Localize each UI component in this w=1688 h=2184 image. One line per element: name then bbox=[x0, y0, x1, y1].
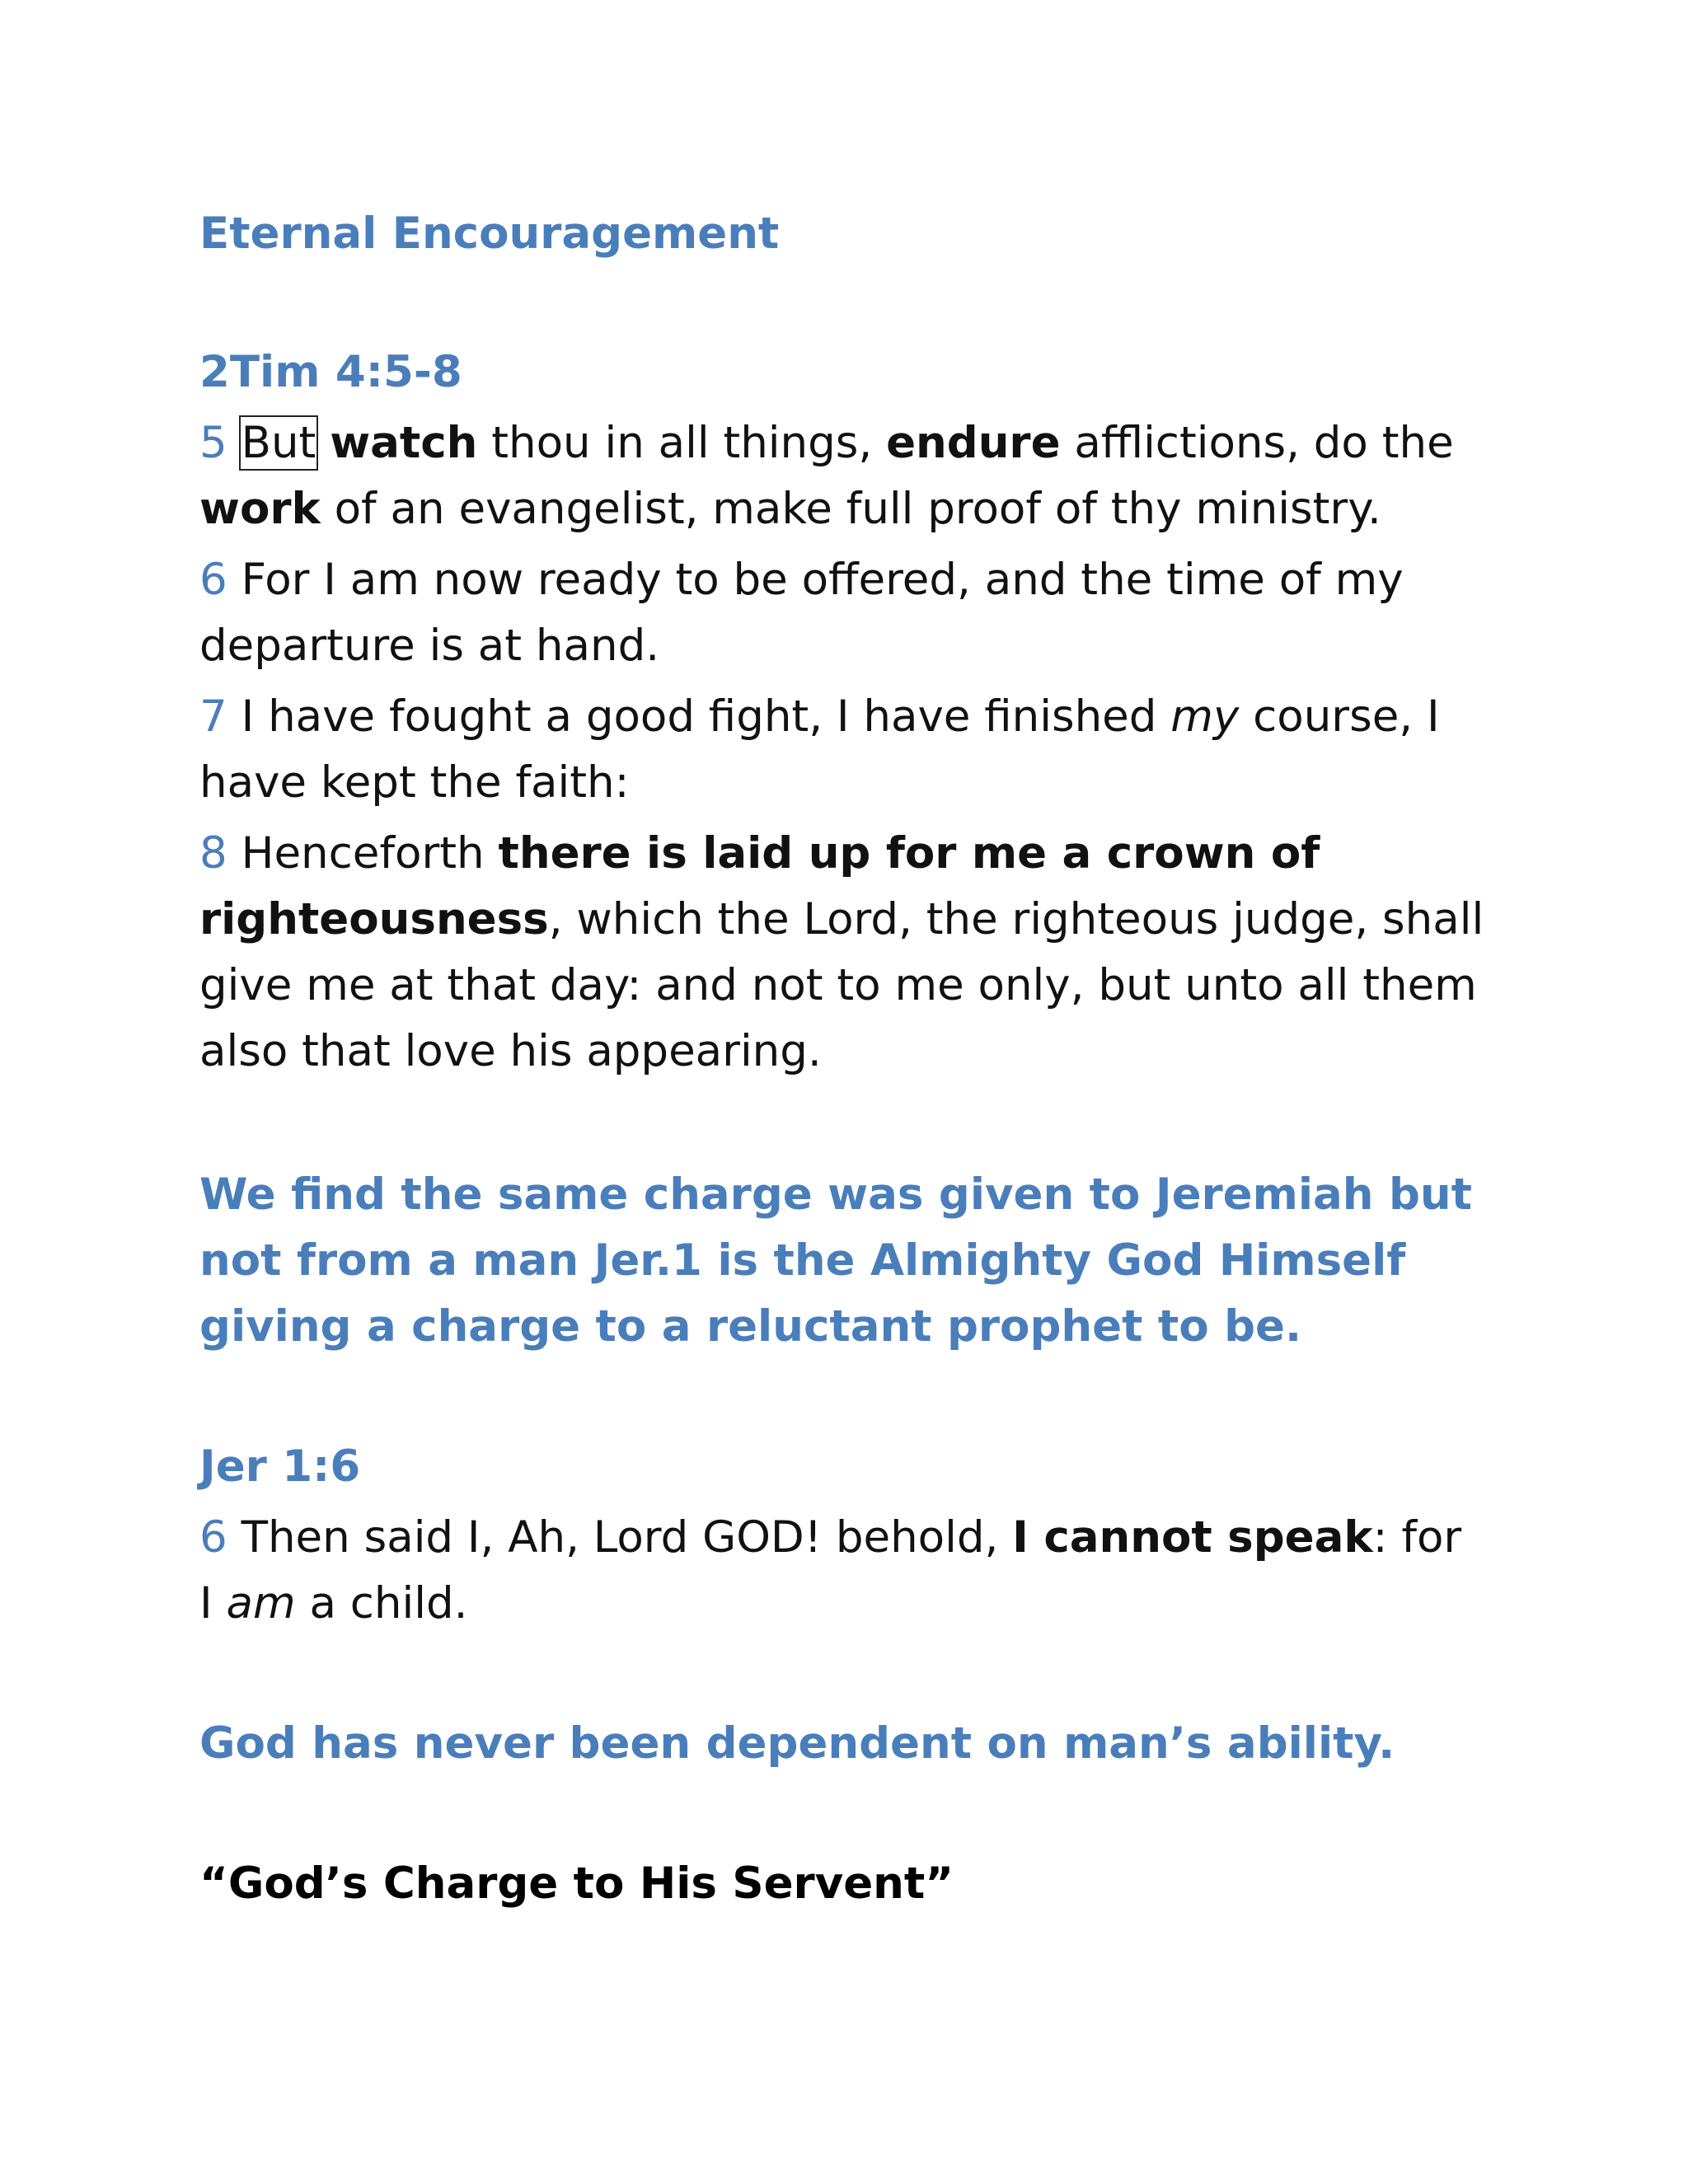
verse-7-paragraph bbox=[199, 684, 1485, 816]
sermon-title: “God’s Charge to His Servent” bbox=[199, 1858, 954, 1909]
document-title: Eternal Encouragement bbox=[199, 209, 780, 259]
emphasis-phrase: there is laid up for me a crown of righteousness bbox=[199, 828, 1320, 944]
verse-number: 7 bbox=[199, 691, 227, 742]
verse-text: : for I bbox=[199, 1512, 1462, 1629]
verse-text: thou in all things, bbox=[477, 418, 887, 468]
emphasis-word: endure bbox=[886, 418, 1061, 468]
emphasis-word: work bbox=[199, 484, 321, 534]
verse-number: 6 bbox=[199, 555, 227, 605]
verse-5-paragraph bbox=[199, 410, 1485, 542]
scripture-reference-jer: Jer 1:6 bbox=[199, 1441, 361, 1492]
verse-text: course, I have kept the faith: bbox=[199, 691, 1440, 808]
verse-number: 8 bbox=[199, 828, 227, 879]
verse-number: 6 bbox=[199, 1512, 227, 1563]
commentary-paragraph-1: We find the same charge was given to Jeremiah but not from a man Jer.1 is the Almighty God Himself giving a charge to a reluctant prophet to be. bbox=[199, 1169, 1472, 1352]
italic-word: am bbox=[226, 1578, 296, 1629]
verse-6-paragraph bbox=[199, 547, 1485, 679]
verse-text: For I am now ready to be offered, and the time of my departure is at hand. bbox=[199, 555, 1404, 671]
emphasis-word: watch bbox=[330, 418, 478, 468]
verse-text: of an evangelist, make full proof of thy ministry. bbox=[320, 484, 1381, 534]
commentary-paragraph-2: God has never been dependent on man’s ability. bbox=[199, 1718, 1395, 1769]
selected-word-box[interactable]: But bbox=[241, 418, 316, 468]
emphasis-phrase: I cannot speak bbox=[1012, 1512, 1373, 1563]
scripture-reference-2tim: 2Tim 4:5-8 bbox=[199, 347, 462, 397]
verse-text: I have fought a good fight, I have finished bbox=[241, 691, 1171, 742]
verse-text: Henceforth bbox=[241, 828, 499, 879]
verse-number: 5 bbox=[199, 418, 227, 468]
verse-text: , which the Lord, the righteous judge, shall give me at that day: and not to me only, but unto all them also that love his appearing. bbox=[199, 894, 1484, 1076]
verse-text: a child. bbox=[295, 1578, 468, 1629]
italic-word: my bbox=[1170, 691, 1240, 742]
jer-verse-6-paragraph bbox=[199, 1505, 1485, 1637]
verse-8-paragraph bbox=[199, 821, 1485, 1085]
verse-text: afflictions, do the bbox=[1060, 418, 1454, 468]
verse-text: Then said I, Ah, Lord GOD! behold, bbox=[241, 1512, 1013, 1563]
